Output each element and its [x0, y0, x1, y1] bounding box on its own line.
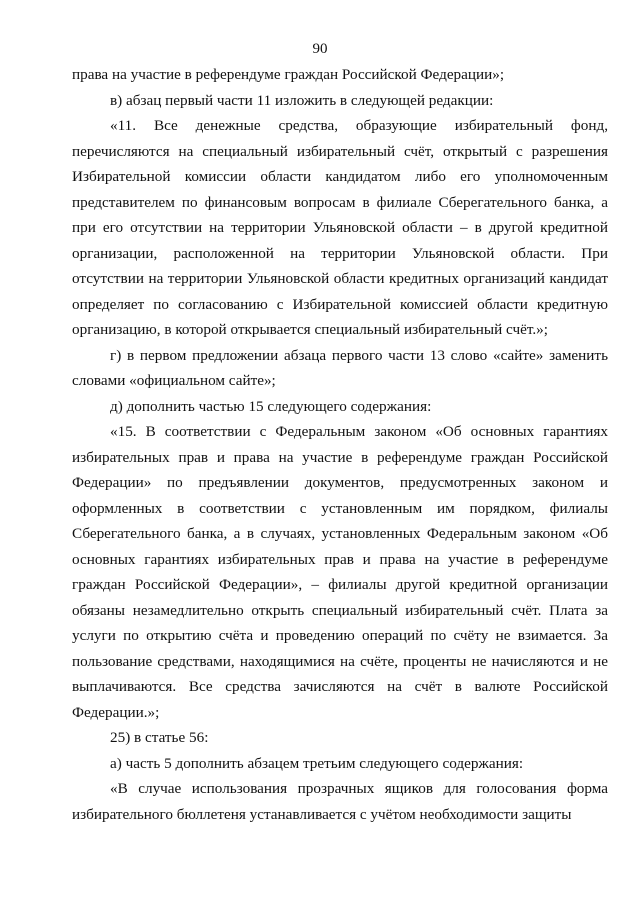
paragraph-item-v: в) абзац первый части 11 изложить в следующей редакции: [110, 91, 494, 109]
paragraph-continuation: права на участие в референдуме граждан Российской Федерации»; [72, 66, 505, 83]
paragraph-quote-11: «11. Все денежные средства, образующие избирательный фонд, перечисляются на специальный избирательный счёт, открытый с разрешения Избирательной комиссии области кандидатом либо его уполномоченным представителем по финансовым вопросам в филиале Сберегательного банка, а при его отсутствии на территории Ульяновской области – в другой кредитной организации, расположенной на территории Ульяновской области. При отсутствии на территории Ульяновской области кредитных организаций кандидат определяет по согласованию с Избирательной комиссией области кредитную организацию, в которой открывается специальный избирательный счёт.»; [72, 117, 608, 338]
paragraph-quote-15: «15. В соответствии с Федеральным законом «Об основных гарантиях избирательных прав и права на участие в референдуме граждан Российской Федерации» по предъявлении документов, предусмотренных законом и оформленных в соответствии с установленным им порядком, филиалы Сберегательного банка, а в случаях, установленных Федеральным законом «Об основных гарантиях избирательных прав и права на участие в референдуме граждан Российской Федерации», – филиалы другой кредитной организации обязаны незамедлительно открыть специальный избирательный счёт. Плата за услуги по открытию счёта и проведению операций по счёту не взимается. За пользование средствами, находящимися на счёте, проценты не начисляются и не выплачиваются. Все средства зачисляются на счёт в валюте Российской Федерации.»; [72, 423, 608, 721]
page-number: 90 [312, 41, 328, 57]
paragraph-item-a: а) часть 5 дополнить абзацем третьим следующего содержания: [110, 754, 524, 772]
paragraph-item-25: 25) в статье 56: [110, 729, 209, 746]
paragraph-quote-ballot: «В случае использования прозрачных ящиков для голосования форма избирательного бюллетеня устанавливается с учётом необходимости защиты [72, 780, 608, 823]
document-body [72, 62, 608, 827]
paragraph-item-d: д) дополнить частью 15 следующего содержания: [110, 397, 432, 415]
paragraph-item-g: г) в первом предложении абзаца первого части 13 слово «сайте» заменить словами «официальном сайте»; [72, 346, 608, 389]
